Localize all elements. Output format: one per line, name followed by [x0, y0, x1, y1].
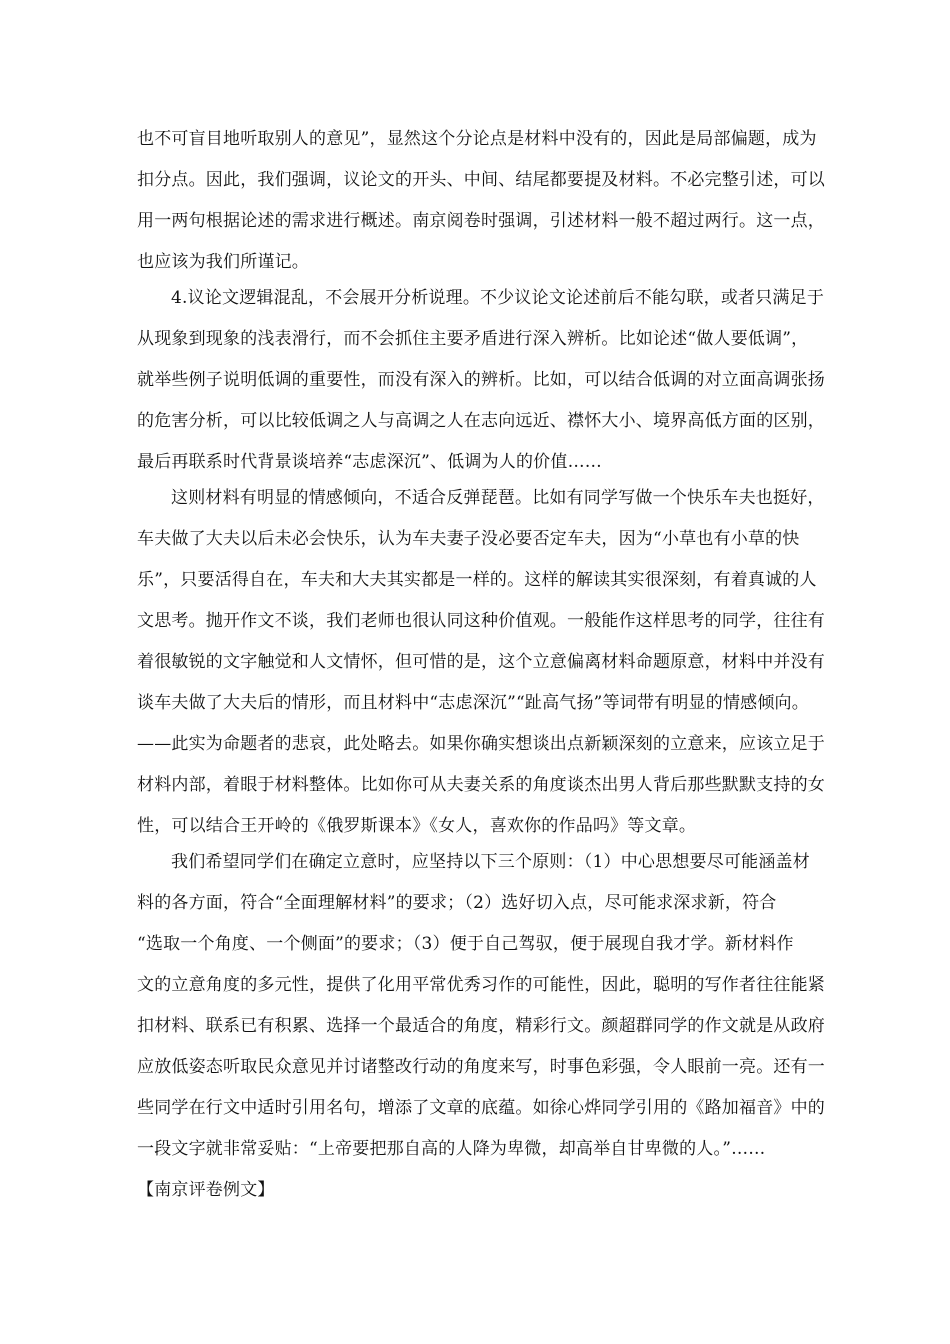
text-line: 应放低姿态听取民众意见并讨诸整改行动的角度来写，时事色彩强，令人眼前一亮。还有一 [137, 1057, 825, 1077]
text-line: 扣分点。因此，我们强调，议论文的开头、中间、结尾都要提及材料。不必完整引述，可以 [137, 170, 825, 190]
text-line: 就举些例子说明低调的重要性，而没有深入的辨析。比如，可以结合低调的对立面高调张扬 [137, 370, 825, 390]
text-line: 也应该为我们所谨记。 [137, 252, 309, 272]
text-line: ——此实为命题者的悲哀，此处略去。如果你确实想谈出点新颖深刻的立意来，应该立足于 [137, 734, 825, 754]
text-line: 我们希望同学们在确定立意时，应坚持以下三个原则：（1）中心思想要尽可能涵盖材 [171, 852, 810, 872]
text-line: 扣材料、联系已有积累、选择一个最适合的角度，精彩行文。颜超群同学的作文就是从政府 [137, 1016, 825, 1036]
text-line: 文的立意角度的多元性，提供了化用平常优秀习作的可能性，因此，聪明的写作者往往能紧 [137, 975, 825, 995]
text-line: 谈车夫做了大夫后的情形，而且材料中“志虑深沉”“趾高气扬”等词带有明显的情感倾向。 [137, 693, 809, 713]
text-line: 性，可以结合王开岭的《俄罗斯课本》《女人，喜欢你的作品吗》等文章。 [137, 816, 697, 836]
text-line: 材料内部，着眼于材料整体。比如你可从夫妻关系的角度谈杰出男人背后那些默默支持的女 [137, 775, 825, 795]
section-heading: 【南京评卷例文】 [137, 1180, 275, 1200]
text-line: 这则材料有明显的情感倾向，不适合反弹琵琶。比如有同学写做一个快乐车夫也挺好， [171, 488, 825, 508]
text-line: 用一两句根据论述的需求进行概述。南京阅卷时强调，引述材料一般不超过两行。这一点， [137, 211, 825, 231]
text-line: 一段文字就非常妥贴：“上帝要把那自高的人降为卑微，却高举自甘卑微的人。”…… [137, 1139, 766, 1159]
text-line: “选取一个角度、一个侧面”的要求；（3）便于自己驾驭，便于展现自我才学。新材料作 [137, 934, 794, 954]
text-line: 4.议论文逻辑混乱，不会展开分析说理。不少议论文论述前后不能勾联，或者只满足于 [171, 288, 825, 308]
text-line: 文思考。抛开作文不谈，我们老师也很认同这种价值观。一般能作这样思考的同学，往往有 [137, 611, 825, 631]
text-line: 些同学在行文中适时引用名句，增添了文章的底蕴。如徐心烨同学引用的《路加福音》中的 [137, 1098, 825, 1118]
text-line: 乐”，只要活得自在，车夫和大夫其实都是一样的。这样的解读其实很深刻，有着真诚的人 [137, 570, 817, 590]
text-line: 料的各方面，符合“全面理解材料”的要求；（2）选好切入点，尽可能求深求新，符合 [137, 893, 777, 913]
text-line: 的危害分析，可以比较低调之人与高调之人在志向远近、襟怀大小、境界高低方面的区别， [137, 411, 825, 431]
text-line: 着很敏锐的文字触觉和人文情怀，但可惜的是，这个立意偏离材料命题原意，材料中并没有 [137, 652, 825, 672]
text-line: 从现象到现象的浅表滑行，而不会抓住主要矛盾进行深入辨析。比如论述“做人要低调”， [137, 329, 809, 349]
text-line: 车夫做了大夫以后未必会快乐，认为车夫妻子没必要否定车夫，因为“小草也有小草的快 [137, 529, 800, 549]
text-line: 也不可盲目地听取别人的意见”，显然这个分论点是材料中没有的，因此是局部偏题，成为 [137, 129, 817, 149]
text-line: 最后再联系时代背景谈培养“志虑深沉”、低调为人的价值…… [137, 452, 602, 472]
